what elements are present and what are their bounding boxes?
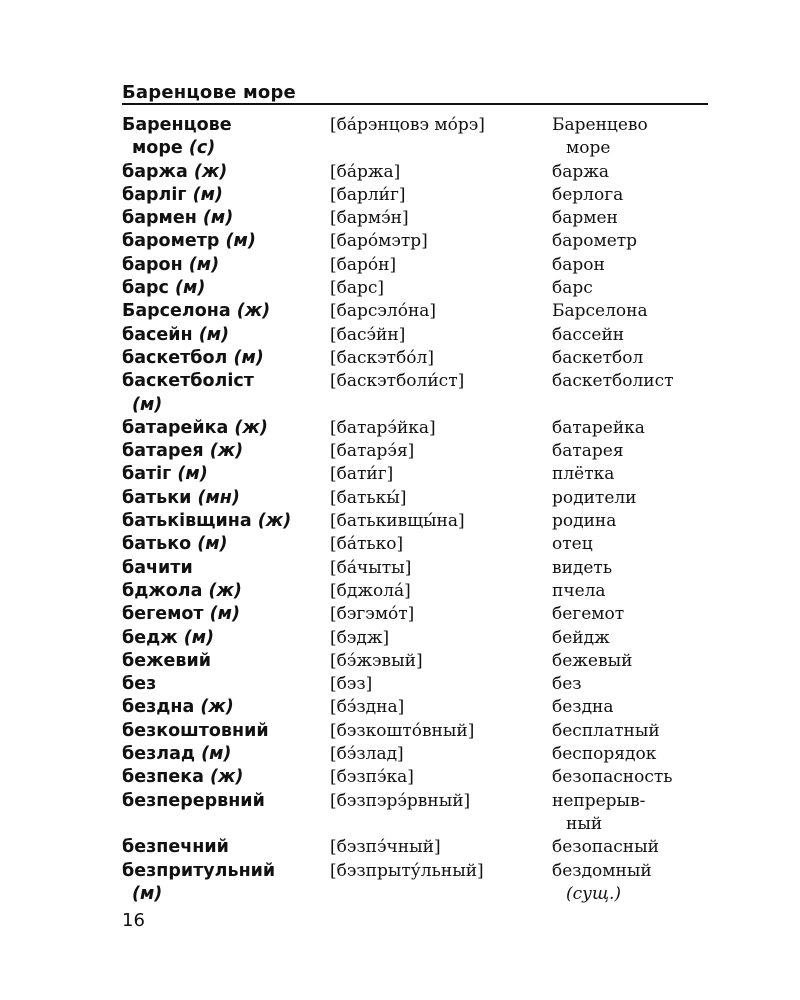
russian-translation [552, 743, 712, 766]
russian-text: барс [552, 278, 593, 299]
russian-translation [552, 603, 712, 626]
headword-text: безкоштовний [122, 720, 269, 741]
transcription: [барли́г] [330, 184, 406, 205]
running-head: Баренцове море [122, 82, 296, 103]
russian-text: безопасность [552, 767, 673, 788]
russian-text: бесплатный [552, 720, 660, 741]
russian-translation [552, 207, 712, 230]
russian-text: баскетболист [552, 371, 674, 392]
russian-text: бармен [552, 208, 618, 229]
headword-text: басейн [122, 324, 193, 345]
headword [122, 836, 330, 859]
gender-label: (м) [227, 347, 264, 368]
russian-text: Барселона [552, 301, 648, 322]
headword-text: безпечний [122, 837, 229, 858]
russian-text: море [566, 138, 611, 159]
dictionary-entry [122, 184, 712, 207]
russian-translation [552, 696, 712, 719]
russian-translation [552, 627, 712, 650]
dictionary-entry [122, 277, 712, 300]
dictionary-entry [122, 300, 712, 323]
headword-text: бармен [122, 208, 197, 229]
russian-text: бездомный [552, 860, 652, 881]
russian-translation [552, 277, 712, 300]
headword [122, 557, 330, 580]
russian-text: родители [552, 487, 637, 508]
russian-text: баскетбол [552, 347, 644, 368]
dictionary-entry [122, 114, 712, 161]
headword [122, 673, 330, 696]
transcription: [баскэтболи́ст] [330, 371, 465, 392]
transcription: [баро́мэтр] [330, 231, 428, 252]
dictionary-entry [122, 673, 712, 696]
headword [122, 184, 330, 207]
dictionary-entry [122, 463, 712, 486]
headword-text: безперервний [122, 790, 265, 811]
transcription: [бэзпрыту́льный] [330, 860, 484, 881]
headword-text: батіг [122, 464, 172, 485]
transcription: [бэ́жэвый] [330, 650, 423, 671]
headword [122, 650, 330, 673]
russian-text: бегемот [552, 604, 625, 625]
russian-text: родина [552, 511, 617, 532]
transcription: [баскэтбо́л] [330, 347, 434, 368]
russian-translation [552, 254, 712, 277]
gender-label: (ж) [203, 441, 244, 462]
gender-label: (м) [168, 278, 206, 299]
transcription: [бати́г] [330, 464, 394, 485]
headword [122, 487, 330, 510]
dictionary-entry [122, 533, 712, 556]
transcription: [ба́тько] [330, 534, 404, 555]
transcription: [барсэло́на] [330, 301, 437, 322]
transcription: [бэдж] [330, 627, 390, 648]
russian-text: без [552, 674, 582, 695]
headword [122, 417, 330, 440]
dictionary-entry [122, 254, 712, 277]
russian-translation [552, 347, 712, 370]
transcription: [бармэ́н] [330, 208, 409, 229]
transcription: [батарэ́йка] [330, 417, 436, 438]
russian-text: Баренцево [552, 115, 648, 135]
russian-text: бейдж [552, 627, 610, 648]
headword-text: Баренцове [122, 115, 232, 135]
transcription: [бэзпэ́ка] [330, 767, 414, 788]
russian-text: батарейка [552, 417, 645, 438]
headword-text: батьки [122, 487, 192, 508]
headword-text: баржа [122, 161, 188, 182]
dictionary-entry [122, 836, 712, 859]
russian-text: бассейн [552, 324, 625, 345]
headword [122, 627, 330, 650]
dictionary-entry [122, 580, 712, 603]
headword [122, 860, 330, 907]
russian-text: берлога [552, 184, 624, 205]
headword [122, 347, 330, 370]
headword [122, 440, 330, 463]
dictionary-entry [122, 766, 712, 789]
headword [122, 324, 330, 347]
headword-text: безлад [122, 744, 196, 765]
transcription: [бэзпэ́чный] [330, 837, 441, 858]
russian-text: бездна [552, 697, 614, 718]
transcription: [бэ́злад] [330, 744, 404, 765]
dictionary-entry [122, 603, 712, 626]
dictionary-entry [122, 650, 712, 673]
headword [122, 370, 330, 417]
gender-label: (ж) [203, 767, 244, 788]
gender-label: (м) [186, 184, 223, 205]
russian-text: пчела [552, 580, 606, 601]
gender-label: (ж) [187, 161, 228, 182]
russian-translation [552, 300, 712, 323]
headword [122, 603, 330, 626]
russian-translation [552, 673, 712, 696]
page-number: 16 [122, 910, 145, 931]
headword-text: бегемот [122, 604, 204, 625]
russian-text: баржа [552, 161, 610, 182]
headword [122, 720, 330, 743]
russian-translation [552, 766, 712, 789]
transcription: [батарэ́я] [330, 441, 415, 462]
russian-translation [552, 230, 712, 253]
dictionary-entry [122, 230, 712, 253]
gender-label: (ж) [228, 417, 268, 438]
transcription: [бэз] [330, 674, 373, 695]
transcription: [ба́ржа] [330, 161, 401, 182]
russian-translation [552, 650, 712, 673]
headword-text: батьківщина [122, 511, 252, 532]
russian-translation [552, 161, 712, 184]
gender-label: (с) [182, 138, 216, 159]
headword-text: барліг [122, 184, 187, 205]
transcription: [басэ́йн] [330, 324, 406, 345]
gender-label: (м) [192, 324, 230, 345]
russian-translation [552, 580, 712, 603]
headword-text: батарейка [122, 417, 229, 438]
russian-translation [552, 324, 712, 347]
headword-text: барс [122, 278, 169, 299]
russian-text: бежевый [552, 650, 633, 671]
headword-text: батарея [122, 441, 204, 462]
headword [122, 254, 330, 277]
headword [122, 696, 330, 719]
gender-label: (м) [171, 464, 208, 485]
headword [122, 766, 330, 789]
gender-label: (ж) [251, 511, 292, 532]
headword-text: батько [122, 534, 192, 555]
russian-translation [552, 533, 712, 556]
headword-text: баскетбол [122, 347, 228, 368]
transcription: [батькы́] [330, 487, 407, 508]
headword-text: бджола [122, 580, 203, 601]
russian-text: батарея [552, 441, 624, 462]
russian-translation [552, 370, 712, 393]
russian-translation [552, 463, 712, 486]
russian-text: беспорядок [552, 744, 657, 765]
headword [122, 510, 330, 533]
dictionary-entry [122, 696, 712, 719]
dictionary-entry [122, 347, 712, 370]
dictionary-entry [122, 510, 712, 533]
russian-translation [552, 487, 712, 510]
gender-label: (м) [195, 744, 232, 765]
headword-text: море [132, 138, 183, 159]
headword-text: бачити [122, 557, 193, 578]
gender-label: (м) [177, 627, 215, 648]
gender-label: (м) [203, 604, 240, 625]
headword-text: без [122, 674, 157, 695]
entry-list [122, 114, 712, 906]
headword [122, 114, 330, 161]
transcription: [батькивщы́на] [330, 511, 465, 532]
headword-text: бежевий [122, 650, 211, 671]
gender-label: (м) [182, 254, 220, 275]
headword-text: бездна [122, 697, 195, 718]
dictionary-entry [122, 440, 712, 463]
headword-text: Барселона [122, 301, 231, 322]
russian-translation [552, 440, 712, 463]
headword [122, 161, 330, 184]
gender-label: (м) [219, 231, 256, 252]
russian-translation [552, 790, 712, 837]
gender-label: (ж) [202, 580, 242, 601]
russian-translation [552, 417, 712, 440]
russian-text: барометр [552, 231, 638, 252]
dictionary-entry [122, 417, 712, 440]
dictionary-entry [122, 370, 712, 417]
transcription: [бэ́здна] [330, 697, 405, 718]
dictionary-entry [122, 161, 712, 184]
transcription: [ба́чыты] [330, 557, 412, 578]
russian-translation [552, 184, 712, 207]
transcription: [бэзкошто́вный] [330, 720, 475, 741]
dictionary-entry [122, 720, 712, 743]
dictionary-entry [122, 790, 712, 837]
headword-text: баскетболіст [122, 371, 254, 392]
dictionary-entry [122, 860, 712, 907]
headword-text: безпритульний [122, 860, 276, 881]
russian-translation [552, 720, 712, 743]
headword [122, 743, 330, 766]
headword-text: барометр [122, 231, 220, 252]
russian-text: безопасный [552, 837, 659, 858]
russian-text: барон [552, 254, 605, 275]
gender-label: (мн) [191, 487, 240, 508]
headword [122, 277, 330, 300]
dictionary-entry [122, 487, 712, 510]
gender-label: (м) [191, 534, 228, 555]
dictionary-entry [122, 627, 712, 650]
russian-translation [552, 836, 712, 859]
dictionary-entry [122, 557, 712, 580]
russian-translation [552, 860, 712, 907]
dictionary-entry [122, 743, 712, 766]
gender-label: (м) [132, 883, 163, 904]
dictionary-entry [122, 207, 712, 230]
gender-label: (ж) [230, 301, 271, 322]
usage-note: (сущ.) [566, 883, 622, 904]
headword [122, 230, 330, 253]
transcription: [бэгэмо́т] [330, 604, 415, 625]
russian-text: непрерыв- [552, 790, 646, 811]
dictionary-entry [122, 324, 712, 347]
transcription: [бджола́] [330, 580, 411, 601]
russian-translation [552, 557, 712, 580]
transcription: [ба́рэнцовэ мо́рэ] [330, 115, 485, 135]
headword [122, 207, 330, 230]
gender-label: (ж) [194, 697, 234, 718]
headword [122, 580, 330, 603]
transcription: [барс] [330, 278, 385, 299]
headword [122, 533, 330, 556]
headword-text: безпека [122, 767, 204, 788]
russian-text: плётка [552, 464, 615, 485]
headword [122, 300, 330, 323]
russian-text: отец [552, 534, 593, 555]
russian-translation [552, 114, 712, 161]
transcription: [баро́н] [330, 254, 397, 275]
gender-label: (м) [132, 394, 163, 415]
gender-label: (м) [196, 208, 234, 229]
headword-text: бедж [122, 627, 178, 648]
russian-text: ный [566, 813, 603, 834]
headword [122, 790, 330, 813]
headword [122, 463, 330, 486]
russian-translation [552, 510, 712, 533]
header-rule [122, 103, 708, 105]
transcription: [бэзпэрэ́рвный] [330, 790, 471, 811]
headword-text: барон [122, 254, 183, 275]
russian-text: видеть [552, 557, 613, 578]
